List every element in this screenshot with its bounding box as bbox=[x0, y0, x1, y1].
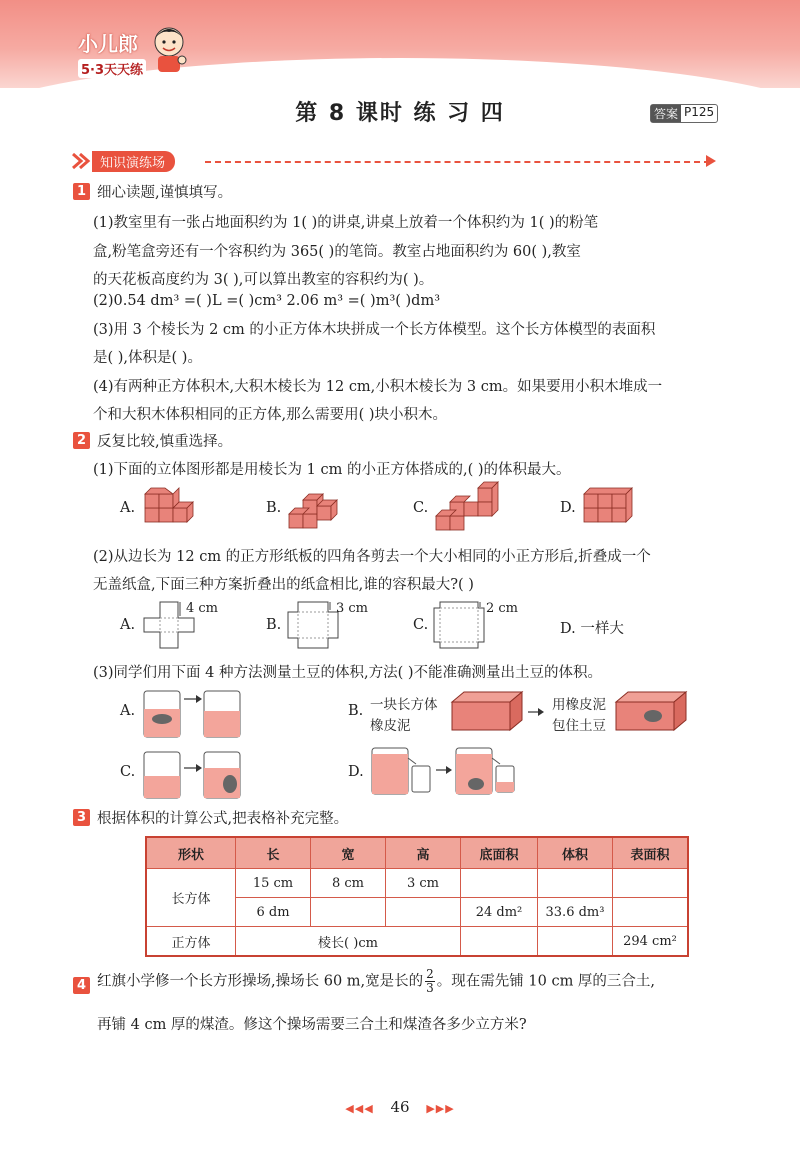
table-cell bbox=[538, 927, 613, 957]
page-number: 46 bbox=[390, 1098, 410, 1116]
table-cell bbox=[613, 898, 689, 927]
table-row bbox=[146, 869, 688, 898]
section-banner bbox=[70, 150, 175, 172]
table-row bbox=[146, 927, 688, 957]
question-number: 3 bbox=[73, 809, 90, 826]
question-number: 4 bbox=[73, 977, 90, 994]
table-cell: 棱长( )cm bbox=[236, 927, 461, 957]
cube-figure-b bbox=[285, 484, 350, 534]
brand-logo bbox=[78, 28, 146, 78]
q1-line: 的天花板高度约为 3( ),可以算出教室的容积约为( )。 bbox=[93, 272, 434, 288]
table-cell: 8 cm bbox=[311, 869, 386, 898]
table-header: 表面积 bbox=[613, 837, 689, 869]
fraction bbox=[425, 968, 435, 995]
next-arrows-icon: ▶▶▶ bbox=[426, 1102, 455, 1115]
q4-line bbox=[97, 968, 655, 995]
page-footer bbox=[0, 1098, 800, 1116]
q1-line: (1)教室里有一张占地面积约为 1( )的讲桌,讲桌上放着一个体积约为 1( )的粉笔 bbox=[93, 215, 599, 231]
option-label: B. bbox=[266, 500, 282, 516]
q2-part3: (3)同学们用下面 4 种方法测量土豆的体积,方法( )不能准确测量出土豆的体积。 bbox=[93, 665, 603, 681]
option-label: C. bbox=[413, 617, 429, 633]
table-cell: 6 dm bbox=[236, 898, 311, 927]
measure-figure-c bbox=[140, 746, 250, 801]
table-cell bbox=[538, 869, 613, 898]
table-cell: 24 dm² bbox=[461, 898, 538, 927]
method-b-text: 橡皮泥 bbox=[370, 718, 411, 734]
brand-name: 小儿郎 bbox=[78, 32, 138, 56]
cube-figure-c bbox=[432, 482, 502, 534]
option-label: A. bbox=[120, 703, 136, 719]
table-header: 长 bbox=[236, 837, 311, 869]
table-cell: 15 cm bbox=[236, 869, 311, 898]
option-label: D. bbox=[560, 500, 576, 516]
table-header-row bbox=[146, 837, 688, 869]
table-cell bbox=[461, 869, 538, 898]
q1-line: 个和大积木体积相同的正方体,那么需要用( )块小积木。 bbox=[93, 407, 448, 423]
table-cell: 长方体 bbox=[146, 869, 236, 927]
prev-arrows-icon: ◀◀◀ bbox=[345, 1102, 374, 1115]
table-cell: 正方体 bbox=[146, 927, 236, 957]
table-header: 底面积 bbox=[461, 837, 538, 869]
option-label: B. bbox=[348, 703, 364, 719]
option-label: A. bbox=[120, 617, 136, 633]
q1-line: (4)有两种正方体积木,大积木棱长为 12 cm,小积木棱长为 3 cm。如果要用小积木堆成一 bbox=[93, 379, 663, 395]
answer-reference[interactable] bbox=[650, 104, 718, 123]
method-b-text: 用橡皮泥 bbox=[552, 697, 606, 713]
question-title: 细心读题,谨慎填写。 bbox=[97, 185, 233, 201]
table-cell: 294 cm² bbox=[613, 927, 689, 957]
table-cell bbox=[311, 898, 386, 927]
q4-text: 。现在需先铺 10 cm 厚的三合土, bbox=[436, 973, 656, 990]
answer-label: 答案 bbox=[651, 105, 681, 122]
table-header: 高 bbox=[386, 837, 461, 869]
option-label: D. bbox=[348, 764, 364, 780]
table-cell: 3 cm bbox=[386, 869, 461, 898]
section-label: 知识演练场 bbox=[92, 151, 175, 172]
option-label: A. bbox=[120, 500, 136, 516]
cube-figure-d bbox=[580, 486, 645, 531]
answer-page: P125 bbox=[684, 105, 715, 119]
volume-table bbox=[145, 836, 689, 957]
option-label: D. 一样大 bbox=[560, 621, 624, 637]
q1-line: 盒,粉笔盒旁还有一个容积约为 365( )的笔筒。教室占地面积约为 60( ),教室 bbox=[93, 244, 581, 260]
cube-figure-a bbox=[140, 486, 200, 531]
table-header: 宽 bbox=[311, 837, 386, 869]
question-number: 1 bbox=[73, 183, 90, 200]
q2-part2-line: (2)从边长为 12 cm 的正方形纸板的四角各剪去一个大小相同的小正方形后,折叠成一个 bbox=[93, 549, 651, 565]
option-label: C. bbox=[120, 764, 136, 780]
page-title: 第 8 课时 练 习 四 bbox=[295, 101, 505, 126]
method-b-text: 一块长方体 bbox=[370, 697, 438, 713]
fraction-numerator: 2 bbox=[426, 967, 434, 981]
table-header: 形状 bbox=[146, 837, 236, 869]
brand-series: 5·3天天练 bbox=[78, 59, 146, 78]
option-label: C. bbox=[413, 500, 429, 516]
section-divider bbox=[205, 161, 710, 163]
option-label: B. bbox=[266, 617, 282, 633]
section-divider-arrow bbox=[706, 155, 716, 167]
size-label: 4 cm bbox=[186, 601, 219, 616]
q1-line: 是( ),体积是( )。 bbox=[93, 350, 202, 366]
question-number: 2 bbox=[73, 432, 90, 449]
table-cell bbox=[613, 869, 689, 898]
table-header: 体积 bbox=[538, 837, 613, 869]
table-cell: 33.6 dm³ bbox=[538, 898, 613, 927]
fraction-denominator: 3 bbox=[426, 981, 434, 995]
table-cell bbox=[461, 927, 538, 957]
size-label: 2 cm bbox=[486, 601, 519, 616]
q4-text: 红旗小学修一个长方形操场,操场长 60 m,宽是长的 bbox=[97, 973, 424, 990]
question-title: 反复比较,慎重选择。 bbox=[97, 434, 233, 450]
q1-line: (2)0.54 dm³ =( )L =( )cm³ 2.06 m³ =( )m³( )dm³ bbox=[93, 293, 441, 309]
double-chevron-icon bbox=[70, 150, 92, 172]
question-title: 根据体积的计算公式,把表格补充完整。 bbox=[97, 811, 349, 827]
q4-line: 再铺 4 cm 厚的煤渣。修这个操场需要三合土和煤渣各多少立方米? bbox=[97, 1017, 527, 1033]
size-label: 3 cm bbox=[336, 601, 369, 616]
method-b-text: 包住土豆 bbox=[552, 718, 606, 734]
net-figure-c bbox=[432, 600, 492, 650]
measure-figure-a bbox=[140, 685, 250, 740]
q2-part2-line: 无盖纸盒,下面三种方案折叠出的纸盒相比,谁的容积最大?( ) bbox=[93, 577, 474, 593]
q2-part1: (1)下面的立体图形都是用棱长为 1 cm 的小正方体搭成的,( )的体积最大。 bbox=[93, 462, 571, 478]
measure-figure-d bbox=[368, 744, 528, 800]
q1-line: (3)用 3 个棱长为 2 cm 的小正方体木块拼成一个长方体模型。这个长方体模型的表面积 bbox=[93, 322, 656, 338]
mascot-icon bbox=[148, 22, 190, 74]
table-cell bbox=[386, 898, 461, 927]
